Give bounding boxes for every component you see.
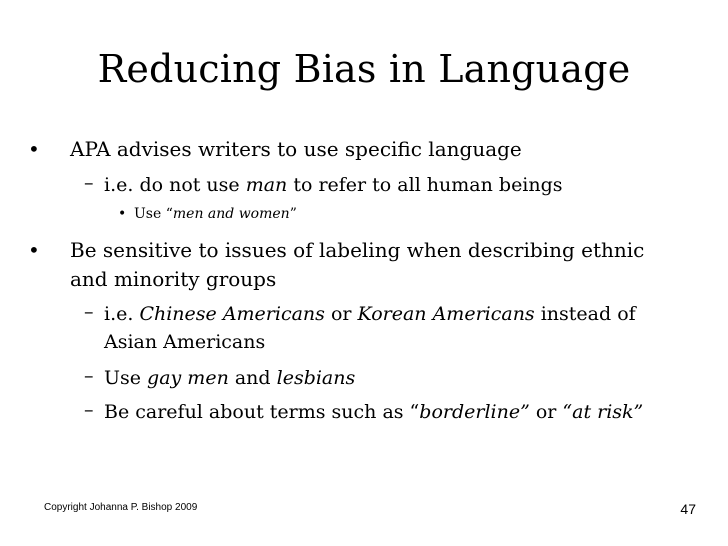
text-segment: instead of — [534, 303, 636, 325]
text-segment: and — [228, 367, 277, 389]
copyright-footer: Copyright Johanna P. Bishop 2009 — [44, 502, 198, 513]
text-segment: i.e. do not use — [104, 174, 246, 196]
italic-term: Korean Americans — [357, 303, 535, 325]
bullet-2-line-1: Be sensitive to issues of labeling when describing ethnic — [70, 238, 645, 262]
text-segment: or — [529, 401, 563, 423]
text-segment: Use — [104, 367, 148, 389]
italic-term: lesbians — [276, 367, 356, 389]
text-segment: Be careful about terms such as “ — [104, 401, 420, 423]
text-segment: to refer to all human beings — [287, 174, 563, 196]
italic-term: “at risk” — [562, 401, 644, 423]
italic-term: gay men — [147, 367, 229, 389]
page-number: 47 — [680, 501, 696, 517]
bullet-marker: • — [28, 238, 40, 262]
bullet-2-sub-3 — [104, 397, 643, 427]
small-bullet-marker: • — [118, 206, 127, 222]
dash-marker: – — [84, 301, 94, 323]
dash-marker: – — [84, 399, 94, 421]
bullet-2-sub-1-line-2: Asian Americans — [104, 331, 266, 353]
bullet-1-sub-sub-1 — [134, 204, 297, 224]
text-segment: ” — [289, 206, 297, 222]
italic-term: men and women — [172, 206, 290, 222]
italic-term: man — [245, 174, 288, 196]
bullet-2-line-2: and minority groups — [70, 267, 277, 291]
bullet-2-sub-1-line-1 — [104, 299, 636, 329]
italic-term: Chinese Americans — [139, 303, 325, 325]
bullet-2-sub-2 — [104, 363, 355, 393]
text-segment: i.e. — [104, 303, 140, 325]
text-segment: or — [324, 303, 358, 325]
slide-title: Reducing Bias in Language — [97, 47, 631, 91]
dash-marker: – — [84, 365, 94, 387]
bullet-1-sub-1 — [104, 170, 563, 200]
dash-marker: – — [84, 172, 94, 194]
bullet-1-text: APA advises writers to use specific language — [70, 137, 522, 161]
text-segment: Use “ — [134, 206, 173, 222]
bullet-marker: • — [28, 137, 40, 161]
italic-term: borderline” — [419, 401, 530, 423]
